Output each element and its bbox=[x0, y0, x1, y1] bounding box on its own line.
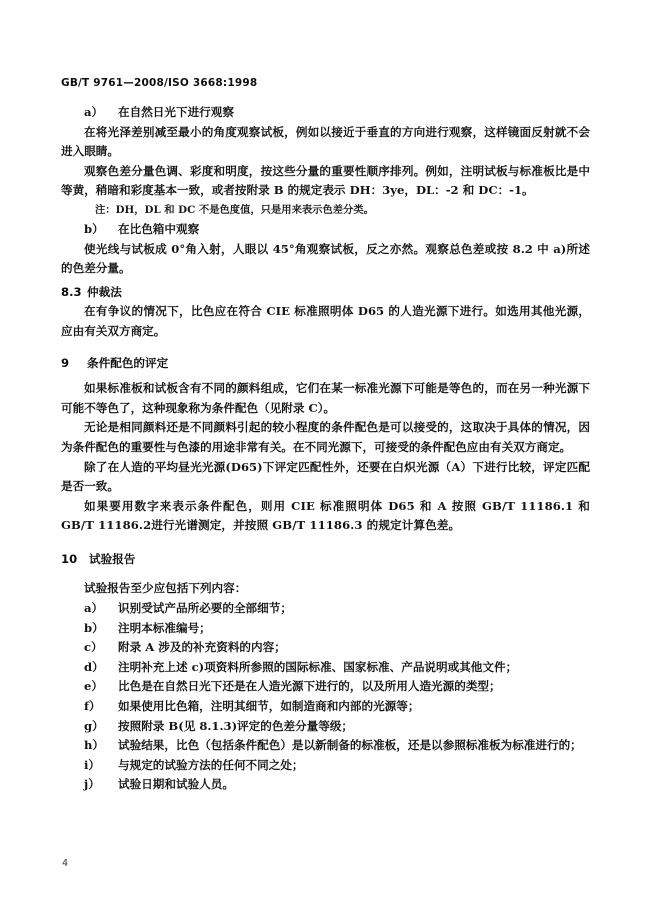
report-item-label: f） bbox=[84, 699, 101, 714]
list-item-a-label: a） bbox=[84, 105, 104, 119]
report-item-text: 识别受试产品所必要的全部细节； bbox=[118, 601, 292, 616]
clause-9-title: 条件配色的评定 bbox=[87, 355, 169, 370]
report-item-text: 注明补充上述 c)项资料所参照的国际标准、国家标准、产品说明或其他文件； bbox=[118, 659, 518, 674]
report-item bbox=[61, 736, 590, 756]
report-item-label: i） bbox=[84, 757, 100, 772]
report-item bbox=[61, 619, 590, 639]
list-item-b bbox=[61, 220, 590, 240]
report-item-text: 与规定的试验方法的任何不同之处； bbox=[118, 757, 304, 772]
report-item bbox=[61, 756, 590, 776]
report-item bbox=[61, 677, 590, 697]
report-item-label: a） bbox=[84, 601, 104, 616]
report-item-text: 比色是在自然日光下还是在人造光源下进行的，以及所用人造光源的类型； bbox=[118, 679, 501, 694]
note-dh-dl-dc: 注：DH，DL 和 DC 不是色度值，只是用来表示色差分类。 bbox=[95, 203, 374, 216]
paragraph-b-1: 使光线与试板成 0°角入射，人眼以 45°角观察试板，反之亦然。观察总色差或按 8.2 中 a)所述的色差分量。 bbox=[61, 241, 590, 276]
report-item-label: e） bbox=[84, 679, 103, 694]
clause-8-3-title: 仲裁法 bbox=[87, 284, 122, 299]
report-item bbox=[61, 697, 590, 717]
report-item-label: g） bbox=[84, 718, 104, 733]
clause-8-3-number: 8.3 bbox=[61, 284, 82, 299]
clause-10-number: 10 bbox=[61, 551, 78, 566]
report-item bbox=[61, 775, 590, 795]
paragraph-10-intro: 试验报告至少应包括下列内容： bbox=[84, 581, 247, 596]
report-items-list bbox=[61, 599, 590, 795]
report-item-text: 如果使用比色箱，注明其细节，如制造商和内部的光源等； bbox=[118, 699, 420, 714]
clause-heading-8-3 bbox=[61, 283, 590, 303]
report-item-label: j） bbox=[84, 777, 100, 792]
paragraph-9-3: 除了在人造的平均昼光光源(D65)下评定匹配性外，还要在白炽光源（A）下进行比较，评定匹配是否一致。 bbox=[61, 459, 590, 494]
list-item-a bbox=[61, 103, 590, 123]
clause-9-number: 9 bbox=[61, 355, 70, 370]
clause-heading-9 bbox=[61, 354, 590, 374]
list-item-b-label: b） bbox=[84, 221, 104, 236]
paragraph-9-4: 如果要用数字来表示条件配色，则用 CIE 标准照明体 D65 和 A 按照 GB/T 11186.1 和 GB/T 11186.2进行光谱测定，并按照 GB/T 11186.3 的规定计算色差。 bbox=[61, 498, 590, 533]
report-item bbox=[61, 599, 590, 619]
page-folio: 4 bbox=[62, 858, 69, 869]
clause-heading-10 bbox=[61, 550, 590, 570]
list-item-a-text: 在自然日光下进行观察 bbox=[118, 105, 234, 119]
list-item-b-text: 在比色箱中观察 bbox=[118, 221, 200, 236]
report-item-text: 附录 A 涉及的补充资料的内容； bbox=[118, 640, 286, 655]
paragraph-a-2: 观察色差分量色调、彩度和明度，按这些分量的重要性顺序排列。例如，注明试板与标准板比是中等黄，稍暗和彩度基本一致，或者按附录 B 的规定表示 DH：3ye，DL：-2 和 DC：-1。 bbox=[61, 163, 590, 198]
page-content bbox=[61, 0, 590, 795]
report-item bbox=[61, 717, 590, 737]
report-item bbox=[61, 638, 590, 658]
report-item-text: 试验日期和试验人员。 bbox=[118, 777, 234, 792]
running-header: GB/T 9761—2008/ISO 3668:1998 bbox=[61, 77, 258, 89]
clause-10-title: 试验报告 bbox=[89, 551, 136, 566]
report-item bbox=[61, 658, 590, 678]
report-item-label: h） bbox=[84, 738, 105, 753]
paragraph-8-3: 在有争议的情况下，比色应在符合 CIE 标准照明体 D65 的人造光源下进行。如选用其他光源，应由有关双方商定。 bbox=[61, 304, 590, 338]
paragraph-9-1: 如果标准板和试板含有不同的颜料组成，它们在某一标准光源下可能是等色的，而在另一种光源下可能不等色了，这种现象称为条件配色（见附录 C）。 bbox=[61, 381, 590, 415]
report-item-label: d） bbox=[84, 659, 104, 674]
paragraph-9-2: 无论是相同颜料还是不同颜料引起的较小程度的条件配色是可以接受的，这取决于具体的情况，因为条件配色的重要性与色漆的用途非常有关。在不同光源下，可接受的条件配色应由有关双方商定。 bbox=[61, 420, 590, 454]
report-item-label: c） bbox=[84, 640, 103, 655]
report-item-text: 按照附录 B(见 8.1.3)评定的色差分量等级； bbox=[118, 718, 354, 733]
paragraph-a-1: 在将光泽差别减至最小的角度观察试板，例如以接近于垂直的方向进行观察，这样镜面反射就不会进入眼睛。 bbox=[61, 124, 590, 159]
report-item-label: b） bbox=[84, 620, 104, 635]
report-item-text: 注明本标准编号； bbox=[118, 620, 211, 635]
report-item-text: 试验结果，比色（包括条件配色）是以新制备的标准板，还是以参照标准板为标准进行的； bbox=[118, 738, 582, 753]
